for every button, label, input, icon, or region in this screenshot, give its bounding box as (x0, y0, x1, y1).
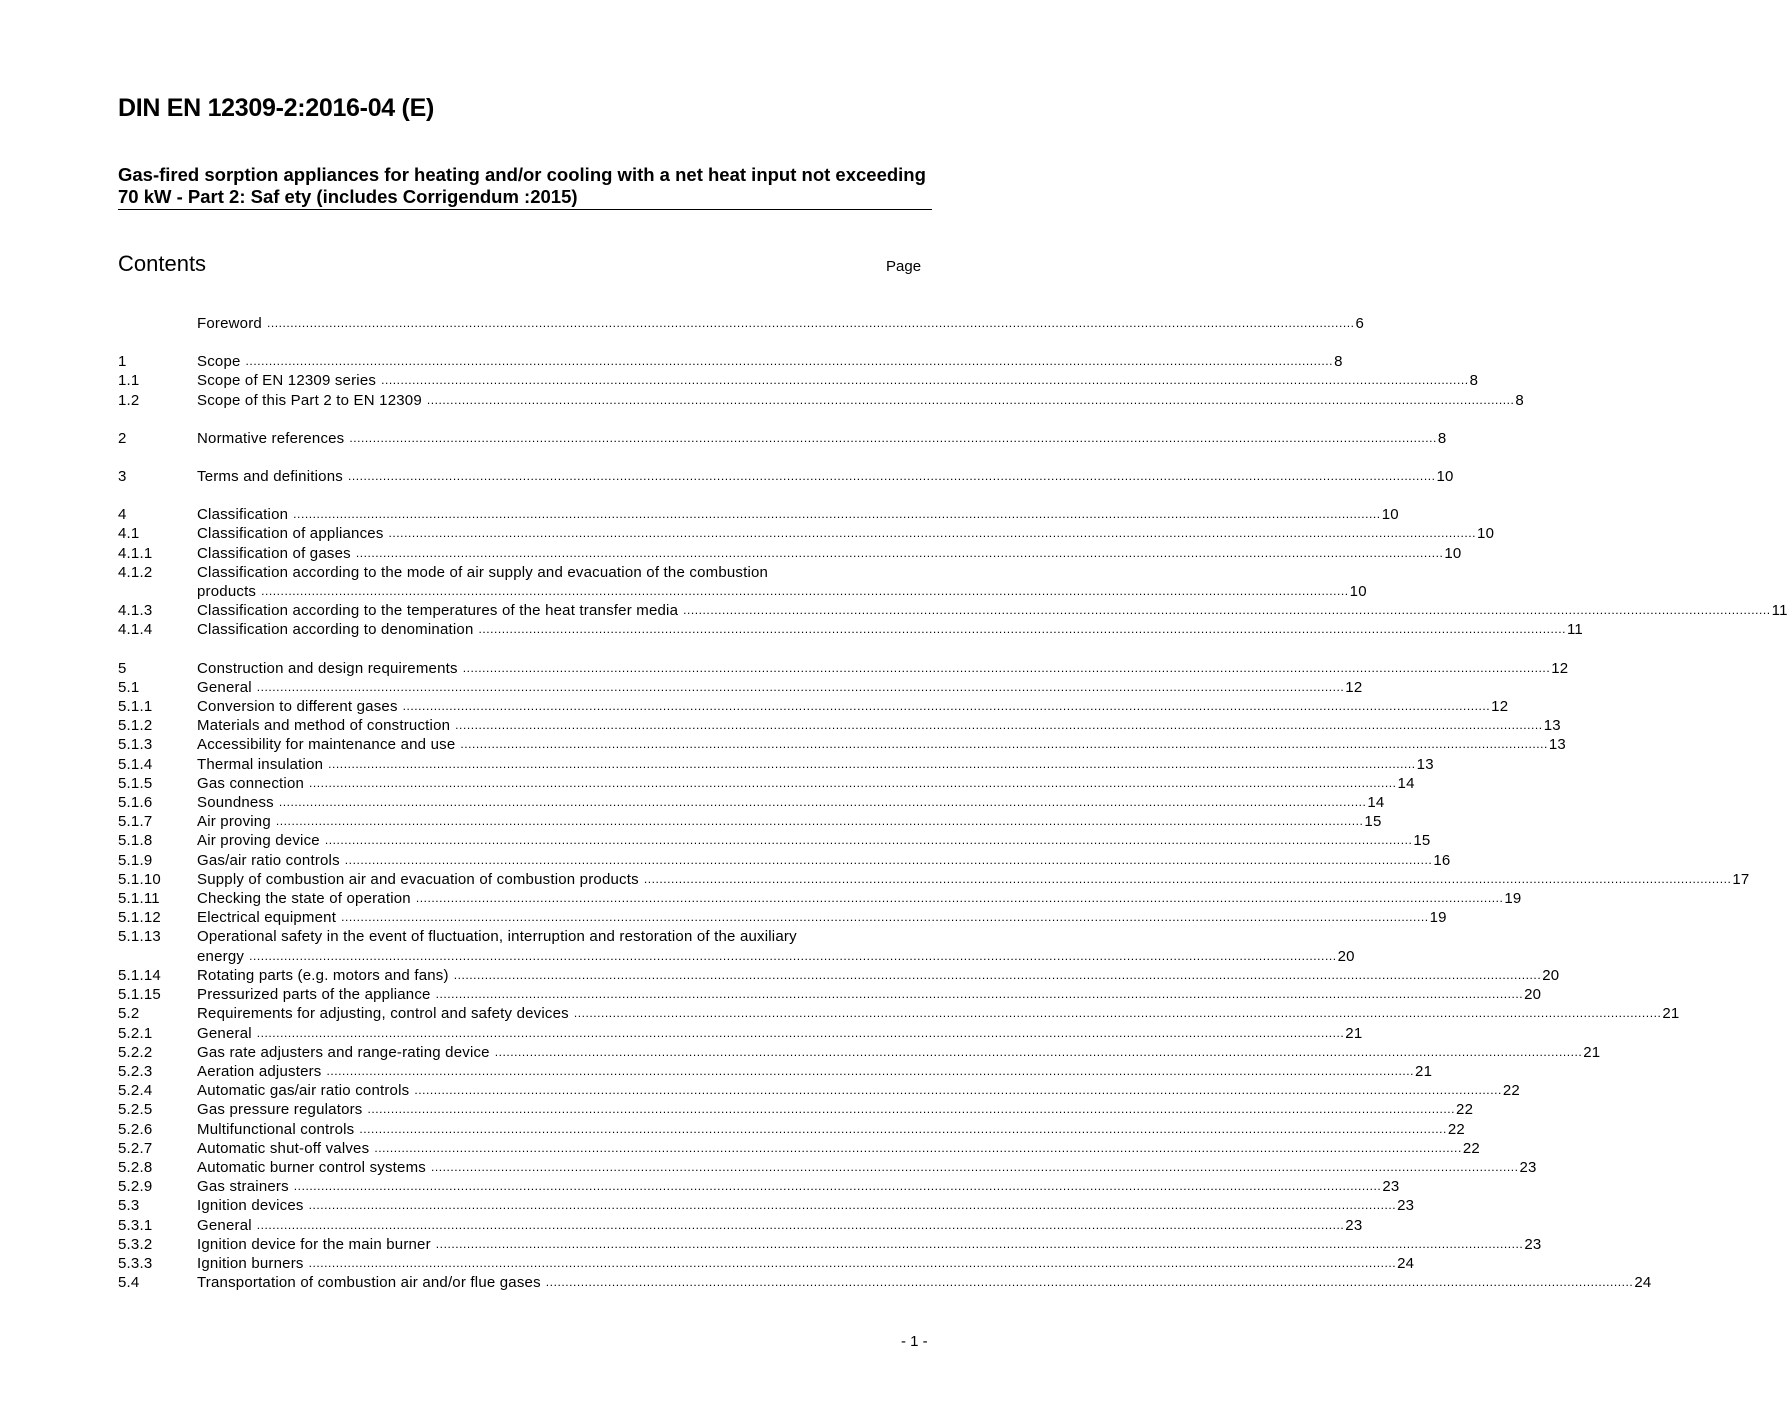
toc-dot-leader (246, 352, 1334, 371)
toc-section-number: 5.1.7 (118, 813, 153, 831)
toc-page-number: 23 (1345, 1216, 1363, 1234)
toc-title: Ignition burners (197, 1254, 304, 1272)
toc-section-number: 1.1 (118, 372, 140, 390)
toc-section-number: 5.3.2 (118, 1235, 153, 1253)
toc-page-number: 16 (1433, 851, 1451, 869)
toc-dot-leader (460, 735, 1548, 754)
toc-page-number: 8 (1515, 391, 1524, 409)
toc-spacer (118, 410, 921, 429)
toc-dot-leader (328, 755, 1416, 774)
toc-section-number: 5.1.5 (118, 774, 153, 792)
toc-entry[interactable] (118, 908, 1447, 927)
toc-section-number: 5.2.8 (118, 1158, 153, 1176)
toc-title: Accessibility for maintenance and use (197, 736, 456, 754)
toc-section-number: 4.1 (118, 525, 140, 543)
toc-section-number: 4.1.2 (118, 563, 153, 581)
toc-page-number: 8 (1437, 429, 1447, 447)
toc-dot-leader (309, 1254, 1397, 1273)
toc-title: Aeration adjusters (197, 1062, 322, 1080)
toc-section-number: 5.1.1 (118, 698, 153, 716)
toc-entry[interactable] (118, 1004, 1680, 1023)
toc-title: Scope of EN 12309 series (197, 372, 377, 390)
toc-page-number: 23 (1519, 1158, 1537, 1176)
toc-dot-leader (349, 429, 1437, 448)
toc-entry[interactable] (118, 697, 1509, 716)
toc-dot-leader (427, 391, 1515, 410)
toc-title: Automatic shut-off valves (197, 1139, 370, 1157)
toc-title: Gas connection (197, 774, 305, 792)
toc-title: Transportation of combustion air and/or flue gases (197, 1274, 541, 1292)
toc-title: Ignition devices (197, 1197, 304, 1215)
document-subtitle: Gas-fired sorption appliances for heating and/or cooling with a net heat input not exceeding 70 kW - Part 2: Saf ety (includes Corrigendum :2015) (118, 164, 932, 210)
toc-dot-leader (279, 793, 1367, 812)
toc-dot-leader (403, 697, 1491, 716)
toc-page-number: 13 (1416, 755, 1434, 773)
toc-title: Requirements for adjusting, control and safety devices (197, 1005, 569, 1023)
toc-section-number: 5.3.1 (118, 1216, 153, 1234)
toc-page-number: 23 (1524, 1235, 1542, 1253)
toc-title: General (197, 1216, 252, 1234)
toc-page-number: 21 (1415, 1062, 1433, 1080)
toc-page-number: 24 (1397, 1254, 1415, 1272)
toc-entry[interactable] (118, 1100, 1474, 1119)
toc-title: Checking the state of operation (197, 890, 411, 908)
toc-dot-leader (294, 1177, 1382, 1196)
toc-title: General (197, 1024, 252, 1042)
toc-section-number: 1.2 (118, 391, 140, 409)
toc-page-number: 23 (1382, 1178, 1400, 1196)
toc-entry[interactable] (118, 735, 1566, 754)
toc-entry[interactable] (118, 1158, 1537, 1177)
toc-entry[interactable] (118, 563, 1367, 601)
toc-page-number: 21 (1345, 1024, 1363, 1042)
toc-section-number: 5.1.14 (118, 966, 161, 984)
toc-page-number: 17 (1732, 870, 1750, 888)
toc-page-number: 22 (1456, 1101, 1474, 1119)
toc-entry[interactable] (118, 467, 1454, 486)
toc-dot-leader (257, 678, 1345, 697)
toc-entry[interactable] (118, 927, 1355, 965)
toc-section-number: 5.1.2 (118, 717, 153, 735)
toc-entry[interactable] (118, 889, 1522, 908)
toc-page-number: 22 (1462, 1139, 1480, 1157)
toc-dot-leader (356, 544, 1444, 563)
toc-entry[interactable] (118, 812, 1382, 831)
toc-page-number: 13 (1543, 717, 1561, 735)
toc-title: Classification according to the mode of air supply and evacuation of the combustion (197, 563, 769, 581)
toc-dot-leader (348, 467, 1436, 486)
toc-title: Air proving device (197, 832, 320, 850)
toc-page-number: 20 (1337, 947, 1355, 965)
toc-dot-leader (436, 1235, 1524, 1254)
toc-title: Pressurized parts of the appliance (197, 986, 431, 1004)
toc-dot-leader (309, 1196, 1397, 1215)
toc-dot-leader (374, 1139, 1462, 1158)
toc-section-number: 5.2.4 (118, 1082, 153, 1100)
toc-page-number: 14 (1397, 774, 1415, 792)
toc-entry[interactable] (118, 678, 1363, 697)
toc-section-number: 5.2.7 (118, 1139, 153, 1157)
toc-title: Classification of gases (197, 544, 351, 562)
toc-page-number: 23 (1397, 1197, 1415, 1215)
contents-heading: Contents (118, 251, 207, 276)
toc-page-number: 15 (1364, 813, 1382, 831)
toc-entry[interactable] (118, 985, 1542, 1004)
toc-entry[interactable] (118, 1120, 1465, 1139)
toc-dot-leader (683, 601, 1771, 620)
toc-section-number: 4.1.3 (118, 602, 153, 620)
toc-entry[interactable] (118, 1273, 1652, 1292)
toc-title: Classification according to denomination (197, 621, 474, 639)
toc-entry[interactable] (118, 966, 1560, 985)
toc-dot-leader (495, 1043, 1583, 1062)
toc-section-number: 4.1.1 (118, 544, 153, 562)
toc-section-number: 5.3.3 (118, 1254, 153, 1272)
toc-entry[interactable] (118, 1254, 1415, 1273)
toc-dot-leader (276, 812, 1364, 831)
toc-section-number: 5.1.4 (118, 755, 153, 773)
toc-dot-leader (381, 371, 1469, 390)
toc-section-number: 5.4 (118, 1274, 140, 1292)
toc-title: Gas pressure regulators (197, 1101, 363, 1119)
toc-page-number: 10 (1477, 525, 1495, 543)
toc-page-number: 20 (1542, 966, 1560, 984)
toc-section-number: 5.1 (118, 678, 140, 696)
toc-dot-leader (431, 1158, 1519, 1177)
toc-title: Scope (197, 353, 241, 371)
toc-page-number: 13 (1548, 736, 1566, 754)
toc-entry[interactable] (118, 831, 1431, 850)
toc-title-continuation: energy (197, 947, 245, 965)
toc-entry[interactable] (118, 1235, 1542, 1254)
toc-section-number: 5.2.3 (118, 1062, 153, 1080)
toc-page-number: 11 (1567, 621, 1583, 639)
toc-section-number: 5.2.9 (118, 1178, 153, 1196)
toc-title: Soundness (197, 794, 274, 812)
toc-title: Classification according to the temperatures of the heat transfer media (197, 602, 679, 620)
toc-section-number: 5.2 (118, 1005, 140, 1023)
toc-dot-leader (257, 1024, 1345, 1043)
toc-page-number: 12 (1491, 698, 1509, 716)
toc-entry[interactable] (118, 870, 1750, 889)
toc-title: Construction and design requirements (197, 659, 458, 677)
toc-page-number: 6 (1355, 315, 1365, 332)
toc-entry[interactable] (118, 314, 1365, 333)
toc-entry[interactable] (118, 1196, 1415, 1215)
toc-entry[interactable] (118, 851, 1451, 870)
toc-section-number: 5.2.2 (118, 1043, 153, 1061)
toc-page-number: 11 (1771, 602, 1788, 620)
toc-title: Operational safety in the event of fluctuation, interruption and restoration of the auxiliary (197, 928, 797, 946)
toc-dot-leader (249, 947, 1337, 966)
toc-entry[interactable] (118, 1043, 1601, 1062)
toc-entry[interactable] (118, 601, 1788, 620)
toc-dot-leader (293, 505, 1381, 524)
toc-page-number: 12 (1551, 659, 1569, 677)
toc-section-number: 5.1.15 (118, 986, 161, 1004)
toc-spacer (118, 640, 921, 659)
toc-title: Conversion to different gases (197, 698, 398, 716)
toc-page-number: 10 (1436, 468, 1454, 486)
toc-section-number: 3 (118, 468, 127, 486)
toc-dot-leader (414, 1081, 1502, 1100)
toc-dot-leader (327, 1062, 1415, 1081)
toc-title: Automatic gas/air ratio controls (197, 1082, 410, 1100)
toc-page-number: 10 (1349, 583, 1367, 601)
toc-section-number: 2 (118, 429, 127, 447)
toc-title: Air proving (197, 813, 271, 831)
toc-title: Automatic burner control systems (197, 1158, 426, 1176)
toc-page-number: 10 (1381, 506, 1399, 524)
toc-title: Supply of combustion air and evacuation of combustion products (197, 870, 639, 888)
toc-entry[interactable] (118, 774, 1415, 793)
toc-dot-leader (546, 1273, 1634, 1292)
toc-dot-leader (574, 1004, 1662, 1023)
toc-spacer (118, 333, 921, 352)
toc-dot-leader (416, 889, 1504, 908)
toc-section-number: 5.1.3 (118, 736, 153, 754)
toc-section-number: 5.3 (118, 1197, 140, 1215)
toc-page-number: 21 (1662, 1005, 1680, 1023)
toc-page-number: 19 (1504, 890, 1522, 908)
toc-entry[interactable] (118, 352, 1343, 371)
table-of-contents (118, 314, 1788, 1292)
toc-title: Ignition device for the main burner (197, 1235, 431, 1253)
toc-section-number: 5.1.10 (118, 870, 161, 888)
toc-page-number: 22 (1502, 1082, 1520, 1100)
toc-title: Gas strainers (197, 1178, 289, 1196)
toc-section-number: 5.2.1 (118, 1024, 153, 1042)
toc-page-number: 19 (1429, 909, 1447, 927)
toc-dot-leader (345, 851, 1433, 870)
toc-entry[interactable] (118, 391, 1524, 410)
toc-title: Gas rate adjusters and range-rating device (197, 1043, 490, 1061)
toc-dot-leader (644, 870, 1732, 889)
toc-entry[interactable] (118, 429, 1447, 448)
toc-title: Materials and method of construction (197, 717, 451, 735)
toc-section-number: 5.2.5 (118, 1101, 153, 1119)
page-number: - 1 - (901, 1333, 928, 1350)
toc-entry[interactable] (118, 716, 1561, 735)
toc-section-number: 4 (118, 506, 127, 524)
toc-dot-leader (436, 985, 1524, 1004)
toc-section-number: 5.2.6 (118, 1120, 153, 1138)
toc-section-number: 5 (118, 659, 127, 677)
toc-title: Terms and definitions (197, 468, 343, 486)
toc-entry[interactable] (118, 1081, 1520, 1100)
toc-entry[interactable] (118, 755, 1434, 774)
toc-dot-leader (341, 908, 1429, 927)
toc-dot-leader (389, 524, 1477, 543)
toc-entry[interactable] (118, 1177, 1400, 1196)
toc-page-number: 8 (1469, 372, 1479, 390)
toc-page-number: 12 (1345, 678, 1363, 696)
toc-entry[interactable] (118, 371, 1479, 390)
toc-dot-leader (454, 966, 1542, 985)
toc-page-number: 22 (1447, 1120, 1465, 1138)
toc-entry[interactable] (118, 1139, 1480, 1158)
toc-title: Classification (197, 506, 289, 524)
toc-spacer (118, 448, 921, 467)
toc-title: Classification of appliances (197, 525, 384, 543)
toc-section-number: 5.1.13 (118, 928, 161, 946)
toc-dot-leader (463, 659, 1551, 678)
toc-entry[interactable] (118, 620, 1583, 639)
toc-dot-leader (478, 620, 1566, 639)
toc-section-number: 5.1.12 (118, 909, 161, 927)
toc-title: Electrical equipment (197, 909, 337, 927)
toc-dot-leader (359, 1120, 1447, 1139)
toc-dot-leader (368, 1100, 1456, 1119)
toc-entry[interactable] (118, 793, 1385, 812)
toc-dot-leader (325, 831, 1413, 850)
toc-title: General (197, 678, 252, 696)
toc-entry[interactable] (118, 1062, 1433, 1081)
page-column-heading: Page (886, 258, 922, 275)
toc-page-number: 24 (1634, 1274, 1652, 1292)
toc-title: Rotating parts (e.g. motors and fans) (197, 966, 449, 984)
toc-dot-leader (267, 314, 1355, 333)
toc-dot-leader (309, 774, 1397, 793)
toc-page-number: 14 (1367, 794, 1385, 812)
toc-page-number: 21 (1583, 1043, 1601, 1061)
toc-entry[interactable] (118, 505, 1399, 524)
toc-section-number: 5.1.8 (118, 832, 153, 850)
toc-title: Thermal insulation (197, 755, 324, 773)
toc-entry[interactable] (118, 1216, 1363, 1235)
toc-page-number: 10 (1444, 544, 1462, 562)
toc-section-number: 5.1.11 (118, 890, 160, 908)
toc-title: Scope of this Part 2 to EN 12309 (197, 391, 422, 409)
toc-title-continuation: products (197, 583, 257, 601)
toc-section-number: 5.1.6 (118, 794, 153, 812)
toc-entry[interactable] (118, 1024, 1363, 1043)
toc-section-number: 5.1.9 (118, 851, 153, 869)
document-title: DIN EN 12309-2:2016-04 (E) (118, 94, 434, 122)
toc-spacer (118, 486, 921, 505)
toc-dot-leader (455, 716, 1543, 735)
toc-entry[interactable] (118, 659, 1569, 678)
toc-dot-leader (257, 1216, 1345, 1235)
toc-section-number: 4.1.4 (118, 621, 153, 639)
toc-dot-leader (261, 582, 1349, 601)
toc-title: Multifunctional controls (197, 1120, 355, 1138)
toc-entry[interactable] (118, 544, 1462, 563)
toc-title: Normative references (197, 429, 345, 447)
toc-title: Foreword (197, 315, 262, 332)
toc-page-number: 8 (1334, 353, 1343, 371)
toc-title: Gas/air ratio controls (197, 851, 340, 869)
toc-page-number: 15 (1413, 832, 1431, 850)
toc-page-number: 20 (1524, 986, 1542, 1004)
toc-section-number: 1 (118, 353, 127, 371)
toc-entry[interactable] (118, 524, 1495, 543)
